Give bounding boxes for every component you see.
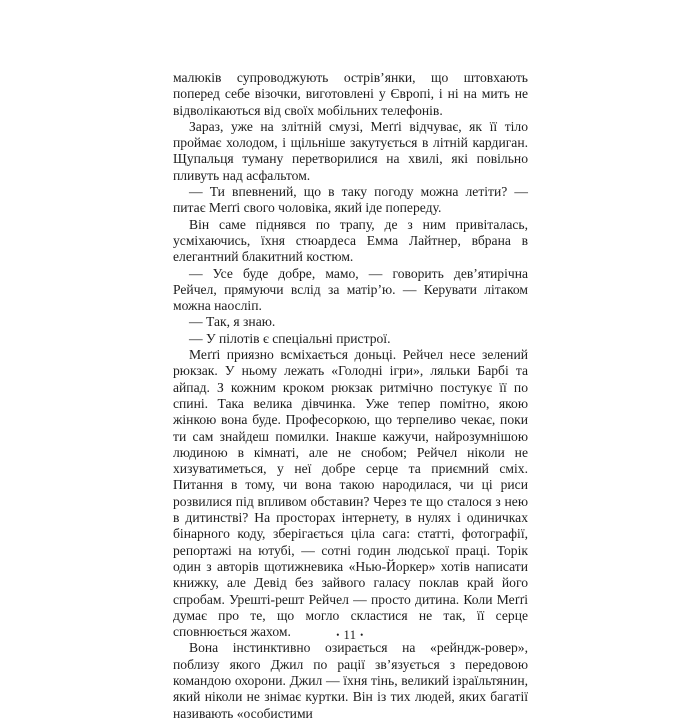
folio-right-dot: •	[360, 630, 364, 640]
folio-number: 11	[343, 628, 357, 642]
paragraph-2: Зараз, уже на злітній смузі, Меґґі відчуває, як її тіло проймає холодом, і щільніше закутується в літній кардиган. Щупальця туману перетворилися на хвилі, які повільно пливуть над асфальтом.	[173, 118, 528, 183]
paragraph-4: Він саме піднявся по трапу, де з ним привіталась, усміхаючись, їхня стюардеса Емма Лайтнер, вбрана в елегантний блакитний костюм.	[173, 216, 528, 265]
body-text	[173, 70, 528, 722]
paragraph-6: — Так, я знаю.	[189, 314, 276, 330]
paragraph-7: — У пілотів є спеціальні пристрої.	[189, 330, 391, 346]
paragraph-3: — Ти впевнений, що в таку погоду можна летіти? — питає Меґґі свого чоловіка, який іде попереду.	[173, 184, 528, 216]
paragraph-8: Меґґі приязно всміхається доньці. Рейчел несе зелений рюкзак. У ньому лежать «Голодні ігри», ляльки Барбі та айпад. З кожним кроком рюкзак ритмічно постукує її по спині. Така велика дівчинка. Уже тепер помітно, якою жінкою вона буде. Професоркою, що терпеливо чекає, поки ти сам знайдеш помилки. Інакше кажучи, найрозумнішою людиною в кімнаті, але не снобом; Рейчел ніколи не хизуватиметься, у неї добре серце та приємний сміх. Питання в тому, чи вона такою народилася, чи ці риси розвилися під впливом обставин? Через те що сталося з нею в дитинстві? На просторах інтернету, в нулях і одиничках бінарного коду, зберігається ціла сага: статті, фотографії, репортажі на ютубі, — сотні годин людської праці. Торік один з авторів щотижневика «Нью-Йоркер» хотів написати книжку, але Девід без зайвого галасу поклав край його спробам. Урешті-решт Рейчел — просто дитина. Коли Меґґі думає про те, що могло скластися не так, її серце сповнюється жахом.	[173, 347, 528, 640]
paragraph-1: малюків супроводжують острів’янки, що штовхають поперед себе візочки, виготовлені у Європі, і ні на мить не відволікаються від своїх мобільних телефонів.	[173, 70, 528, 118]
folio-left-dot: •	[336, 630, 340, 640]
paragraph-9: Вона інстинктивно озирається на «рейндж-ровер», поблизу якого Джил по рації зв’язується з передовою командою охорони. Джил — їхня тінь, великий ізраїльтянин, який ніколи не знімає куртки. Він із тих людей, яких багатії називають «особистими	[173, 640, 528, 721]
page-number	[0, 628, 700, 643]
paragraph-5: — Усе буде добре, мамо, — говорить дев’ятирічна Рейчел, прямуючи вслід за матір’ю. — Керувати літаком можна наосліп.	[173, 265, 528, 314]
